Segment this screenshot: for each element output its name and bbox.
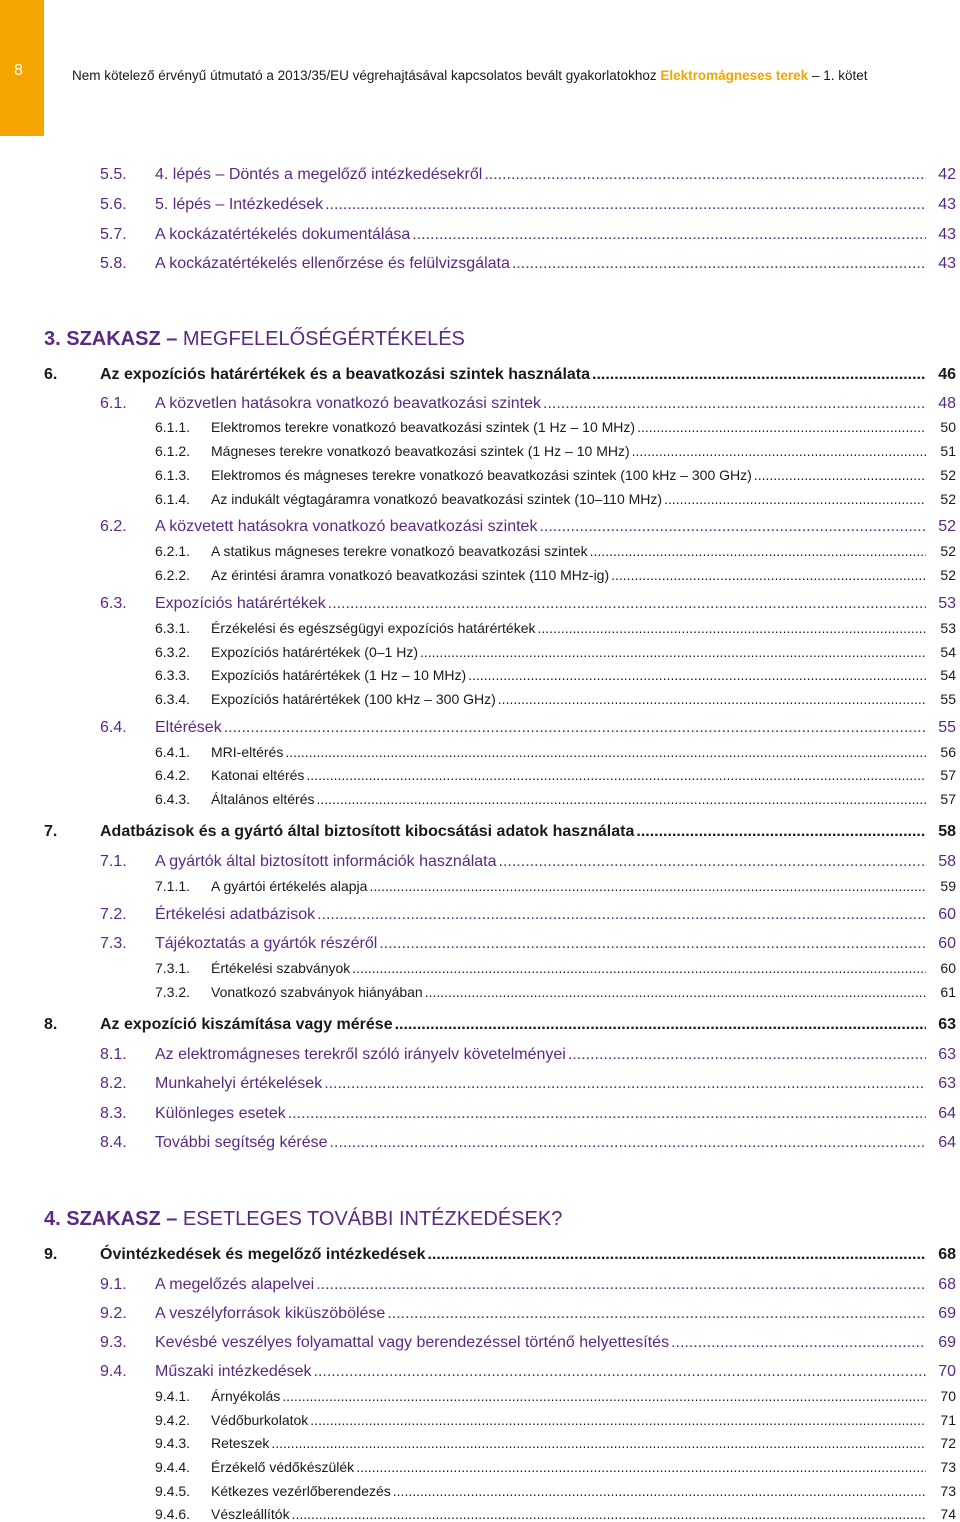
toc-leader-dots (590, 543, 926, 559)
toc-leader-dots (671, 1334, 926, 1352)
toc-entry-title: Általános eltérés (211, 791, 315, 807)
toc-entry-page: 61 (940, 984, 956, 1000)
toc-entry-page: 51 (940, 443, 956, 459)
toc-entry-number: 6.4. (100, 719, 127, 736)
toc-entry-title: Reteszek (211, 1435, 270, 1451)
toc-entry-title: A kockázatértékelés ellenőrzése és felülvizsgálata (155, 255, 510, 272)
toc-entry-page: 73 (940, 1483, 956, 1499)
toc-entry-page: 58 (938, 823, 956, 840)
toc-entry-number: 7. (44, 823, 58, 840)
toc-entry-page: 58 (938, 853, 956, 870)
toc-entry-page: 73 (940, 1459, 956, 1475)
toc-leader-dots (427, 1246, 926, 1264)
toc-leader-dots (539, 518, 926, 536)
section-4-heading-rest: ESETLEGES TOVÁBBI INTÉZKEDÉSEK? (182, 1208, 563, 1230)
section-4-heading-bold: 4. SZAKASZ – (44, 1208, 178, 1230)
toc-entry-title: Érzékelő védőkészülék (211, 1459, 355, 1475)
toc-leader-dots (224, 719, 926, 737)
toc-entry-page: 60 (938, 906, 956, 923)
toc-leader-dots (592, 366, 926, 384)
toc-entry-title: Vonatkozó szabványok hiányában (211, 984, 423, 1000)
toc-entry-title: A gyártói értékelés alapja (211, 878, 368, 894)
toc-leader-dots (356, 1459, 926, 1475)
toc-entry-number: 6.4.1. (155, 744, 191, 760)
toc-entry-number: 6. (44, 366, 58, 383)
toc-entry-page: 52 (940, 467, 956, 483)
section-3-heading-bold: 3. SZAKASZ – (44, 328, 178, 350)
toc-entry-number: 7.1. (100, 853, 127, 870)
toc-entry-page: 53 (938, 595, 956, 612)
toc-entry-title: Értékelési szabványok (211, 960, 351, 976)
toc-entry-page: 63 (938, 1046, 956, 1063)
toc-entry-number: 6.1.3. (155, 467, 191, 483)
toc-entry-number: 6.3. (100, 595, 127, 612)
toc-entry-title: Elektromos és mágneses terekre vonatkozó beavatkozási szintek (100 kHz – 300 GHz) (211, 467, 752, 483)
toc-entry-number: 6.3.2. (155, 644, 191, 660)
toc-entry-page: 74 (940, 1506, 956, 1522)
toc-leader-dots (325, 196, 926, 214)
toc-entry-title: Óvintézkedések és megelőző intézkedések (100, 1246, 426, 1263)
toc-entry-page: 64 (938, 1105, 956, 1122)
toc-entry-title: 4. lépés – Döntés a megelőző intézkedésekről (155, 166, 483, 183)
page-number: 8 (14, 62, 23, 79)
toc-leader-dots (393, 1483, 926, 1499)
toc-entry-title: Mágneses terekre vonatkozó beavatkozási szintek (1 Hz – 10 MHz) (211, 443, 630, 459)
toc-entry-title: Tájékoztatás a gyártók részéről (155, 935, 378, 952)
section-4-heading (44, 1208, 562, 1231)
toc-entry-number: 6.2. (100, 518, 127, 535)
toc-entry-page: 52 (940, 491, 956, 507)
toc-entry-page: 56 (940, 744, 956, 760)
section-3-heading (44, 328, 465, 351)
toc-entry-title: Árnyékolás (211, 1388, 281, 1404)
toc-entry-title: 5. lépés – Intézkedések (155, 196, 324, 213)
toc-entry-page: 46 (938, 366, 956, 383)
running-head (72, 68, 868, 83)
toc-entry-number: 6.1.4. (155, 491, 191, 507)
toc-entry-title: Expozíciós határértékek (100 kHz – 300 GHz) (211, 691, 496, 707)
toc-entry-page: 57 (940, 767, 956, 783)
toc-entry-title: Katonai eltérés (211, 767, 305, 783)
toc-leader-dots (499, 853, 926, 871)
toc-leader-dots (271, 1435, 926, 1451)
toc-entry-page: 52 (940, 567, 956, 583)
toc-entry-page: 72 (940, 1435, 956, 1451)
toc-leader-dots (412, 226, 926, 244)
toc-leader-dots (420, 644, 926, 660)
toc-entry-page: 43 (938, 226, 956, 243)
page-number-tab (0, 0, 44, 136)
toc-leader-dots (316, 1276, 926, 1294)
toc-entry-page: 69 (938, 1305, 956, 1322)
toc-entry-page: 42 (938, 166, 956, 183)
toc-leader-dots (292, 1506, 926, 1522)
toc-entry-page: 70 (938, 1363, 956, 1380)
toc-leader-dots (754, 467, 926, 483)
running-head-separator: – (811, 68, 820, 83)
toc-entry-page: 70 (940, 1388, 956, 1404)
toc-entry-page: 63 (938, 1075, 956, 1092)
toc-entry-title: További segítség kérése (155, 1134, 328, 1151)
toc-entry-number: 7.3. (100, 935, 127, 952)
section-3-heading-rest: MEGFELELŐSÉGÉRTÉKELÉS (182, 328, 465, 350)
running-head-main: Nem kötelező érvényű útmutató a 2013/35/EU végrehajtásával kapcsolatos bevált gyakorlatokhoz (72, 68, 657, 83)
toc-entry-number: 6.1.2. (155, 443, 191, 459)
toc-leader-dots (636, 823, 926, 841)
toc-entry-number: 7.1.1. (155, 878, 191, 894)
toc-leader-dots (317, 791, 926, 807)
toc-entry-number: 9.4.3. (155, 1435, 191, 1451)
toc-entry-page: 60 (938, 935, 956, 952)
toc-entry-number: 8.2. (100, 1075, 127, 1092)
toc-entry-title: A közvetett hatásokra vonatkozó beavatkozási szintek (155, 518, 538, 535)
toc-leader-dots (538, 620, 926, 636)
toc-entry-page: 53 (940, 620, 956, 636)
toc-leader-dots (369, 878, 926, 894)
toc-leader-dots (387, 1305, 926, 1323)
toc-entry-number: 8.3. (100, 1105, 127, 1122)
toc-entry-number: 6.1.1. (155, 419, 191, 435)
toc-entry-number: 9.4.1. (155, 1388, 191, 1404)
toc-entry-page: 43 (938, 196, 956, 213)
toc-entry-number: 9.4.5. (155, 1483, 191, 1499)
toc-entry-number: 8.1. (100, 1046, 127, 1063)
toc-entry-title: Az indukált végtagáramra vonatkozó beavatkozási szintek (10–110 MHz) (211, 491, 663, 507)
toc-entry-number: 9.2. (100, 1305, 127, 1322)
toc-entry-number: 6.2.2. (155, 567, 191, 583)
toc-leader-dots (395, 1016, 926, 1034)
toc-leader-dots (330, 1134, 926, 1152)
toc-entry-number: 9.4.4. (155, 1459, 191, 1475)
toc-entry-title: A veszélyforrások kiküszöbölése (155, 1305, 386, 1322)
toc-leader-dots (328, 595, 926, 613)
toc-leader-dots (314, 1363, 926, 1381)
toc-entry-number: 9.4.2. (155, 1412, 191, 1428)
toc-entry-title: Elektromos terekre vonatkozó beavatkozási szintek (1 Hz – 10 MHz) (211, 419, 636, 435)
toc-entry-title: Különleges esetek (155, 1105, 286, 1122)
toc-leader-dots (306, 767, 926, 783)
toc-entry-page: 54 (940, 667, 956, 683)
toc-leader-dots (324, 1075, 926, 1093)
toc-entry-number: 8.4. (100, 1134, 127, 1151)
toc-entry-title: Értékelési adatbázisok (155, 906, 316, 923)
toc-entry-title: Az expozíciós határértékek és a beavatkozási szintek használata (100, 366, 591, 383)
toc-entry-title: Eltérések (155, 719, 222, 736)
toc-entry-number: 5.5. (100, 166, 127, 183)
toc-entry-page: 55 (938, 719, 956, 736)
running-head-volume: 1. kötet (823, 68, 868, 83)
toc-entry-title: Kétkezes vezérlőberendezés (211, 1483, 391, 1499)
toc-entry-number: 7.3.1. (155, 960, 191, 976)
toc-entry-title: Védőburkolatok (211, 1412, 309, 1428)
toc-entry-page: 52 (938, 518, 956, 535)
toc-entry-number: 5.6. (100, 196, 127, 213)
toc-entry-page: 59 (940, 878, 956, 894)
toc-entry-title: Munkahelyi értékelések (155, 1075, 323, 1092)
toc-entry-title: Expozíciós határértékek (155, 595, 326, 612)
toc-leader-dots (664, 491, 926, 507)
toc-entry-page: 71 (940, 1412, 956, 1428)
toc-entry-title: A gyártók által biztosított információk használata (155, 853, 497, 870)
toc-entry-title: A megelőzés alapelvei (155, 1276, 315, 1293)
toc-entry-title: A közvetlen hatásokra vonatkozó beavatkozási szintek (155, 395, 541, 412)
toc-entry-title: Expozíciós határértékek (0–1 Hz) (211, 644, 418, 660)
toc-entry-number: 6.1. (100, 395, 127, 412)
toc-leader-dots (282, 1388, 926, 1404)
toc-entry-title: Műszaki intézkedések (155, 1363, 312, 1380)
toc-entry-page: 55 (940, 691, 956, 707)
toc-entry-page: 69 (938, 1334, 956, 1351)
toc-leader-dots (285, 744, 926, 760)
toc-entry-title: MRI-eltérés (211, 744, 284, 760)
toc-entry-page: 68 (938, 1276, 956, 1293)
toc-entry-title: Expozíciós határértékek (1 Hz – 10 MHz) (211, 667, 467, 683)
toc-leader-dots (543, 395, 926, 413)
toc-entry-number: 6.3.4. (155, 691, 191, 707)
toc-entry-page: 68 (938, 1246, 956, 1263)
toc-entry-page: 43 (938, 255, 956, 272)
toc-leader-dots (637, 419, 926, 435)
toc-entry-page: 63 (938, 1016, 956, 1033)
toc-entry-number: 7.2. (100, 906, 127, 923)
toc-entry-number: 9.4. (100, 1363, 127, 1380)
toc-entry-title: Az expozíció kiszámítása vagy mérése (100, 1016, 393, 1033)
toc-entry-number: 6.4.2. (155, 767, 191, 783)
toc-entry-number: 6.3.1. (155, 620, 191, 636)
toc-leader-dots (484, 166, 926, 184)
toc-entry-number: 9. (44, 1246, 58, 1263)
toc-leader-dots (352, 960, 926, 976)
running-head-highlight: Elektromágneses terek (660, 68, 809, 83)
toc-leader-dots (317, 906, 926, 924)
toc-leader-dots (512, 255, 926, 273)
toc-entry-page: 54 (940, 644, 956, 660)
toc-entry-number: 9.3. (100, 1334, 127, 1351)
toc-entry-page: 64 (938, 1134, 956, 1151)
toc-entry-page: 48 (938, 395, 956, 412)
toc-entry-page: 50 (940, 419, 956, 435)
toc-entry-title: Az érintési áramra vonatkozó beavatkozási szintek (110 MHz-ig) (211, 567, 610, 583)
toc-entry-number: 5.8. (100, 255, 127, 272)
toc-entry-number: 7.3.2. (155, 984, 191, 1000)
toc-leader-dots (611, 567, 926, 583)
toc-leader-dots (498, 691, 926, 707)
toc-entry-title: Adatbázisok és a gyártó által biztosított kibocsátási adatok használata (100, 823, 635, 840)
toc-entry-number: 8. (44, 1016, 58, 1033)
toc-entry-number: 9.1. (100, 1276, 127, 1293)
toc-entry-title: Kevésbé veszélyes folyamattal vagy berendezéssel történő helyettesítés (155, 1334, 670, 1351)
toc-entry-title: Az elektromágneses terekről szóló irányelv követelményei (155, 1046, 566, 1063)
toc-entry-page: 52 (940, 543, 956, 559)
toc-entry-number: 9.4.6. (155, 1506, 191, 1522)
toc-entry-number: 5.7. (100, 226, 127, 243)
toc-entry-number: 6.4.3. (155, 791, 191, 807)
toc-entry-title: Vészleállítók (211, 1506, 290, 1522)
toc-entry-title: Érzékelési és egészségügyi expozíciós határértékek (211, 620, 536, 636)
toc-leader-dots (468, 667, 926, 683)
toc-entry-number: 6.2.1. (155, 543, 191, 559)
toc-entry-page: 57 (940, 791, 956, 807)
toc-leader-dots (310, 1412, 926, 1428)
toc-entry-title: A kockázatértékelés dokumentálása (155, 226, 411, 243)
toc-entry-page: 60 (940, 960, 956, 976)
toc-entry-title: A statikus mágneses terekre vonatkozó beavatkozási szintek (211, 543, 588, 559)
toc-leader-dots (379, 935, 926, 953)
toc-leader-dots (288, 1105, 926, 1123)
toc-leader-dots (568, 1046, 926, 1064)
toc-leader-dots (425, 984, 926, 1000)
toc-leader-dots (632, 443, 926, 459)
toc-entry-number: 6.3.3. (155, 667, 191, 683)
